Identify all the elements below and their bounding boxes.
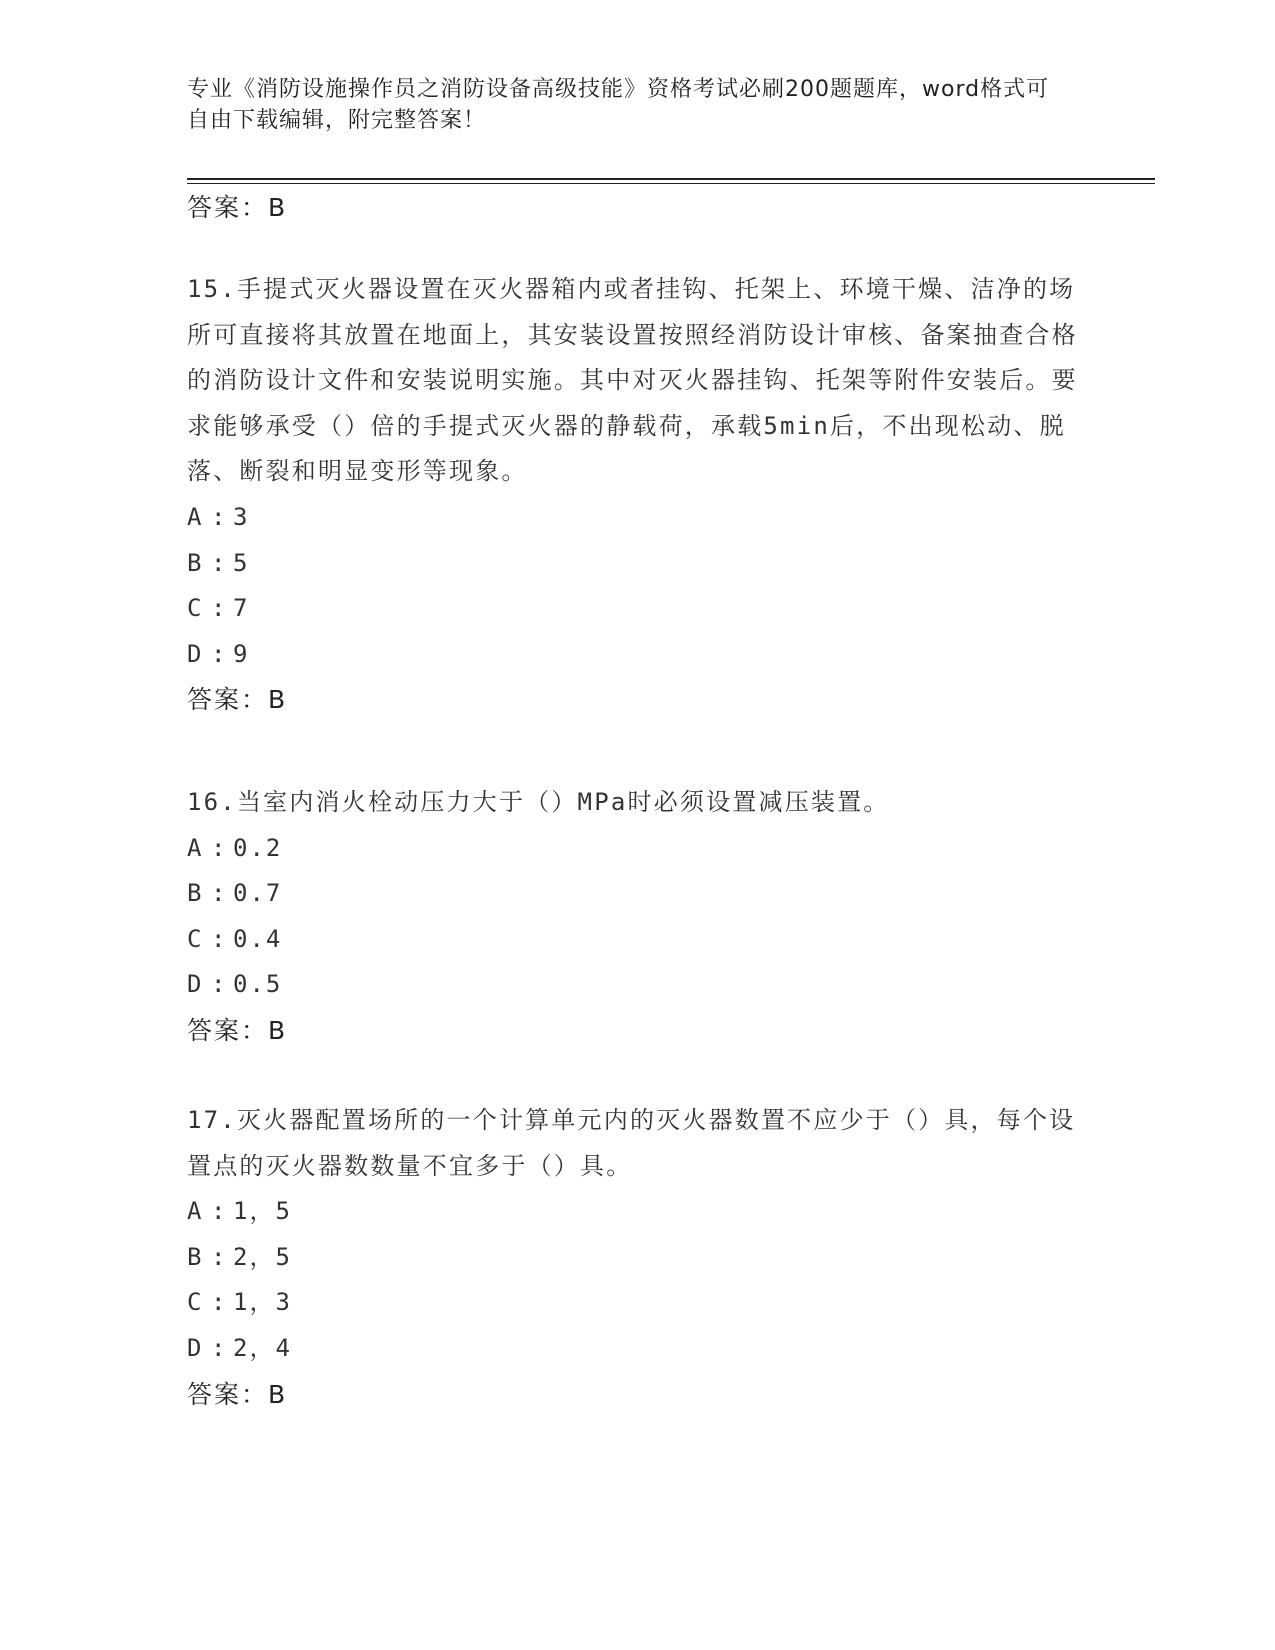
option-colon: :	[211, 1333, 228, 1362]
option-colon: :	[211, 1197, 228, 1226]
option-d	[187, 1326, 1087, 1372]
option-colon: :	[211, 639, 228, 668]
option-key: C	[187, 924, 204, 953]
option-value: 0.7	[233, 879, 283, 908]
header-divider	[187, 178, 1155, 180]
option-a	[187, 1189, 1087, 1235]
option-value: 0.4	[233, 924, 283, 953]
option-c	[187, 1280, 1087, 1326]
option-key: A	[187, 1197, 204, 1226]
option-colon: :	[211, 879, 228, 908]
option-b	[187, 871, 1087, 917]
option-a	[187, 826, 1087, 872]
answer-line: 答案：B	[187, 1015, 288, 1045]
option-c	[187, 917, 1087, 963]
option-key: B	[187, 1242, 204, 1271]
option-value: 1，3	[233, 1288, 292, 1317]
question-17	[187, 1098, 1087, 1418]
answer-line: 答案：B	[187, 1379, 288, 1409]
option-a	[187, 495, 1087, 541]
option-value: 3	[233, 502, 250, 531]
option-key: C	[187, 1288, 204, 1317]
option-colon: :	[211, 548, 228, 577]
option-key: D	[187, 639, 204, 668]
question-16	[187, 780, 1087, 1054]
option-key: B	[187, 548, 204, 577]
option-colon: :	[211, 970, 228, 999]
previous-answer-block	[187, 185, 1087, 231]
question-15	[187, 267, 1087, 723]
header-divider-thin	[187, 183, 1155, 184]
option-d	[187, 632, 1087, 678]
answer-line: 答案：B	[187, 193, 288, 222]
option-b	[187, 1235, 1087, 1281]
option-key: B	[187, 879, 204, 908]
question-text: 17.灭火器配置场所的一个计算单元内的灭火器数置不应少于（）具，每个设置点的灭火器数数量不宜多于（）具。	[187, 1106, 1076, 1180]
option-colon: :	[211, 594, 228, 623]
option-value: 5	[233, 548, 250, 577]
option-key: A	[187, 833, 204, 862]
option-key: D	[187, 970, 204, 999]
option-b	[187, 541, 1087, 587]
option-c	[187, 586, 1087, 632]
option-value: 1，5	[233, 1197, 292, 1226]
option-value: 0.5	[233, 970, 283, 999]
option-value: 0.2	[233, 833, 283, 862]
option-key: D	[187, 1333, 204, 1362]
option-colon: :	[211, 924, 228, 953]
option-value: 9	[233, 639, 250, 668]
option-colon: :	[211, 833, 228, 862]
option-value: 2，4	[233, 1333, 292, 1362]
option-value: 2，5	[233, 1242, 292, 1271]
option-d	[187, 962, 1087, 1008]
option-key: A	[187, 502, 204, 531]
page-header: 专业《消防设施操作员之消防设备高级技能》资格考试必刷200题题库，word格式可自由下载编辑，附完整答案！	[187, 77, 1050, 133]
question-text: 16.当室内消火栓动压力大于（）MPa时必须设置减压装置。	[187, 788, 890, 816]
option-colon: :	[211, 502, 228, 531]
option-key: C	[187, 594, 204, 623]
option-colon: :	[211, 1242, 228, 1271]
answer-line: 答案：B	[187, 685, 288, 715]
question-text: 15.手提式灭火器设置在灭火器箱内或者挂钩、托架上、环境干燥、洁净的场所可直接将其放置在地面上，其安装设置按照经消防设计审核、备案抽查合格的消防设计文件和安装说明实施。其中对灭火器挂钩、托架等附件安装后。要求能够承受（）倍的手提式灭火器的静载荷，承载5min后，不出现松动、脱落、断裂和明显变形等现象。	[187, 275, 1078, 486]
option-colon: :	[211, 1288, 228, 1317]
option-value: 7	[233, 594, 250, 623]
